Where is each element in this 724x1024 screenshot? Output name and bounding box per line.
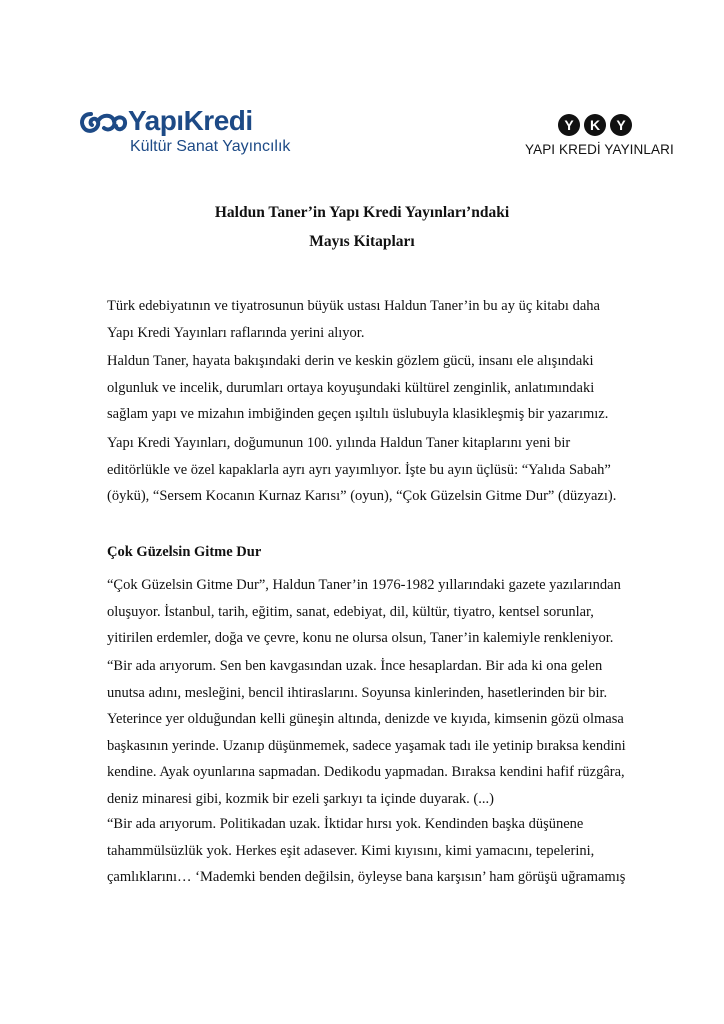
quote-paragraph-2 <box>107 811 627 891</box>
text-line: unutsa adını, mesleğini, bencil ihtiraslarını. Soyunsa kinlerinden, hasetlerinden bir bir. <box>107 684 608 701</box>
yky-letter-k: K <box>584 114 606 136</box>
text-line: çamlıklarını… ‘Mademki benden değilsin, öyleyse bana karşısın’ ham görüşü uğramamış <box>107 869 626 885</box>
text-line: sağlam yapı ve mizahın imbiğinden geçen ışıltılı üslubuyla klasikleşmiş bir yazarımız. <box>107 406 609 422</box>
text-line: Yeterince yer olduğundan kelli güneşin altında, denizde ve kıyıda, kimsenin gözü olmasa <box>107 711 624 727</box>
text-line: (öykü), “Sersem Kocanın Kurnaz Karısı” (oyun), “Çok Güzelsin Gitme Dur” (düzyazı). <box>107 488 617 504</box>
yky-letter-y2: Y <box>610 114 632 136</box>
text-line: yitirilen erdemler, doğa ve çevre, konu ne olursa olsun, Taner’in kalemiyle renkleniyor. <box>107 630 614 646</box>
text-line: oluşuyor. İstanbul, tarih, eğitim, sanat, edebiyat, dil, kültür, tiyatro, kentsel sorunlar, <box>107 603 594 620</box>
text-line: tahammülsüzlük yok. Herkes eşit adasever. Kimi kıyısını, kimi yamacını, tepelerini, <box>107 842 595 859</box>
books-paragraph <box>107 430 627 510</box>
text-line: “Bir ada arıyorum. Politikadan uzak. İktidar hırsı yok. Kendinden başka düşünene <box>107 816 584 832</box>
text-line: Haldun Taner, hayata bakışındaki derin ve keskin gözlem gücü, insanı ele alışındaki <box>107 353 594 369</box>
page-title-line-1: Haldun Taner’in Yapı Kredi Yayınları’ndaki <box>214 204 510 221</box>
yky-name: YAPI KREDİ YAYINLARI <box>525 142 674 157</box>
quote-paragraph-1 <box>107 653 627 812</box>
text-line: Türk edebiyatının ve tiyatrosunun büyük ustası Haldun Taner’in bu ay üç kitabı daha <box>107 298 600 314</box>
yapikredi-kultur-sanat-logo <box>78 105 291 158</box>
about-paragraph <box>107 348 627 428</box>
section-heading: Çok Güzelsin Gitme Dur <box>107 544 262 560</box>
intro-paragraph <box>107 293 627 346</box>
text-line: “Çok Güzelsin Gitme Dur”, Haldun Taner’in 1976-1982 yıllarındaki gazete yazılarından <box>107 577 621 593</box>
text-line: başkasının yerinde. Uzanıp düşünmemek, sadece yaşamak tadı ile yetinip bıraksa kendini <box>107 737 626 754</box>
text-line: kendine. Ayak oyunlarına sapmadan. Dedikodu yapmadan. Bıraksa kendini hafif rüzgâra, <box>107 764 625 780</box>
text-line: Yapı Kredi Yayınları raflarında yerini alıyor. <box>107 324 365 341</box>
text-line: deniz minaresi gibi, kozmik bir ezeli şarkıyı ta içinde duyarak. (...) <box>107 790 494 807</box>
yky-letter-y1: Y <box>558 114 580 136</box>
yky-logo <box>525 114 674 160</box>
text-line: olgunluk ve incelik, durumları ortaya koyuşundaki kültürel zenginlik, anlatımındaki <box>107 379 595 396</box>
section-description <box>107 572 627 652</box>
yapikredi-emblem-icon <box>78 110 128 136</box>
yapikredi-wordmark: YapıKredi <box>128 105 253 136</box>
page-title-line-2: Mayıs Kitapları <box>309 233 415 250</box>
text-line: “Bir ada arıyorum. Sen ben kavgasından uzak. İnce hesaplardan. Bir ada ki ona gelen <box>107 658 603 674</box>
text-line: editörlükle ve özel kapaklarla ayrı ayrı yayımlıyor. İşte bu ayın üçlüsü: “Yalıda Sabah” <box>107 461 611 478</box>
kultur-sanat-subtitle: Kültür Sanat Yayıncılık <box>130 138 291 155</box>
yky-circle-letters <box>558 114 632 136</box>
text-line: Yapı Kredi Yayınları, doğumunun 100. yılında Haldun Taner kitaplarını yeni bir <box>107 435 571 451</box>
